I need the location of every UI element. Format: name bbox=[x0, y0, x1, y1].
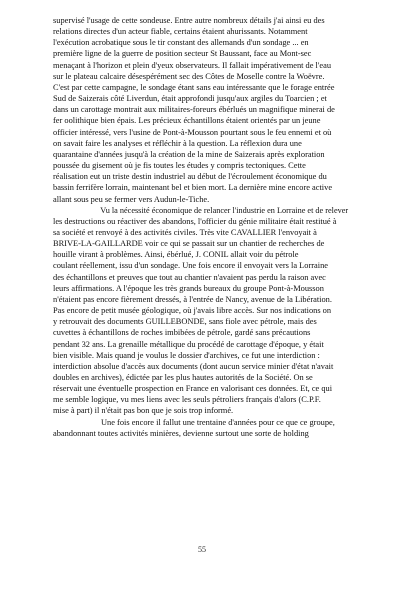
text-line: menaçant à l'horizon et plein d'yeux observateurs. Il fallait impérativement de l'eau bbox=[53, 60, 332, 70]
text-line: y retrouvait des documents GUILLEBONDE, sans fiole avec pétrole, mais des bbox=[53, 317, 317, 327]
text-line: mise à part) il n'était pas bon que je sois trop informé. bbox=[53, 406, 234, 416]
text-line: doubles en archives), édictée par les plus hautes autorités de la Société. On se bbox=[53, 373, 313, 382]
text-line: houille virant à problèmes. Ainsi, ébérlué, J. CONIL allait voir du pétrole bbox=[53, 250, 299, 260]
text-line: réalisation eut un triste destin industriel au début de l'écroulement économique du bbox=[53, 172, 327, 182]
text-line: interdiction absolue d'accès aux documents (dont aucun service minier d'état n'avait bbox=[53, 361, 334, 371]
text-line: coulant réellement, issu d'un sondage. Une fois encore il envoyait vers la Lorraine bbox=[53, 261, 329, 271]
text-line: cuvettes à échantillons de roches imbibées de pétrole, gardé sans précautions bbox=[53, 328, 311, 338]
text-line: bien visible. Mais quand je voulus le dossier d'archives, ce fut une interdiction : bbox=[53, 350, 320, 360]
body-text bbox=[53, 15, 349, 439]
text-line: sa société et renvoyé à des activités civiles. Très vite CAVALLIER l'envoyait à bbox=[53, 227, 317, 237]
text-line: sur le plateau calcaire désespérément sec des Côtes de Moselle contre la Woëvre. bbox=[53, 71, 325, 81]
text-line: abandonnant toutes activités minières, devienne surtout une sorte de holding bbox=[53, 428, 309, 438]
paragraph bbox=[53, 15, 349, 205]
paragraph bbox=[53, 417, 349, 439]
text-line: Pas encore de petit musée géologique, où j'avais libre accès. Sur nos indications on bbox=[53, 306, 332, 316]
text-line: poussée du gisement où je fis toutes les études y compris tectoniques. Cette bbox=[53, 161, 306, 171]
text-line: première ligne de la guerre de position secteur St Baussant, face au Mont-sec bbox=[53, 49, 312, 59]
text-line: les destructions ou réactiver des abandons, l'officier du génie militaire était restitué à bbox=[53, 216, 337, 226]
paragraph bbox=[53, 205, 349, 417]
text-line: allant sous peu se fermer vers Audun-le-Tiche. bbox=[53, 194, 210, 204]
text-line: Une fois encore il fallut une trentaine d'années pour ce que ce groupe, bbox=[101, 417, 335, 427]
text-line: BRIVE-LA-GAILLARDE voir ce qui se passait sur un chantier de recherches de bbox=[53, 239, 325, 249]
text-line: quarantaine d'années jusqu'à la création de la mine de Saizerais après exploration bbox=[53, 149, 325, 159]
text-line: relations directes d'un acteur fiable, certains étaient ahurissants. Notamment bbox=[53, 27, 308, 37]
text-line: Sud de Saizerais côté Liverdun, était approfondi jusqu'aux argiles du Toarcien ; et bbox=[53, 94, 327, 104]
text-line: l'exécution acrobatique sous le tir constant des allemands d'un sondage ... en bbox=[53, 38, 309, 48]
text-line: pendant 32 ans. La grenaille métallique du procédé de carottage d'époque, y était bbox=[53, 339, 324, 349]
text-line: fer oolithique bien épais. Les précieux échantillons étaient orientés par un jeune bbox=[53, 116, 321, 126]
text-line: on savait faire les analyses et réfléchir à la question. La réflexion dura une bbox=[53, 138, 302, 148]
page-number: 55 bbox=[198, 545, 206, 554]
text-line: me semble logique, vu mes liens avec les seuls pétroliers français d'alors (C.P.F. bbox=[53, 395, 321, 405]
text-line: n'étaient pas encore fièrement dressés, à l'entrée de Nancy, avenue de la Libération. bbox=[53, 294, 332, 304]
text-line: officier intéressé, vers l'usine de Pont-à-Mousson pourtant sous le feu ennemi et où bbox=[53, 127, 332, 137]
text-line: des échantillons et preuves que tout au chantier n'avaient pas perdu la raison avec bbox=[53, 272, 326, 282]
text-line: leurs affirmations. A l'époque les très grands bureaux du groupe Pont-à-Mousson bbox=[53, 283, 324, 293]
text-line: réservait une éventuelle prospection en France en valorisant ces données. Et, ce qui bbox=[53, 384, 333, 394]
text-line: dans un carottage montrait aux militaires-foreurs ébérlués un magnifique minerai de bbox=[53, 105, 335, 115]
text-line: C'est par cette campagne, le sondage étant sans eau intéressante que le forage entrée bbox=[53, 82, 335, 92]
text-line: Vu la nécessité économique de relancer l'industrie en Lorraine et de relever bbox=[100, 205, 349, 215]
text-line: bassin ferrifère lorrain, maintenant bel et bien mort. La dernière mine encore active bbox=[53, 183, 333, 193]
text-line: supervisé l'usage de cette sondeuse. Entre autre nombreux détails j'ai ainsi eu des bbox=[53, 16, 325, 25]
